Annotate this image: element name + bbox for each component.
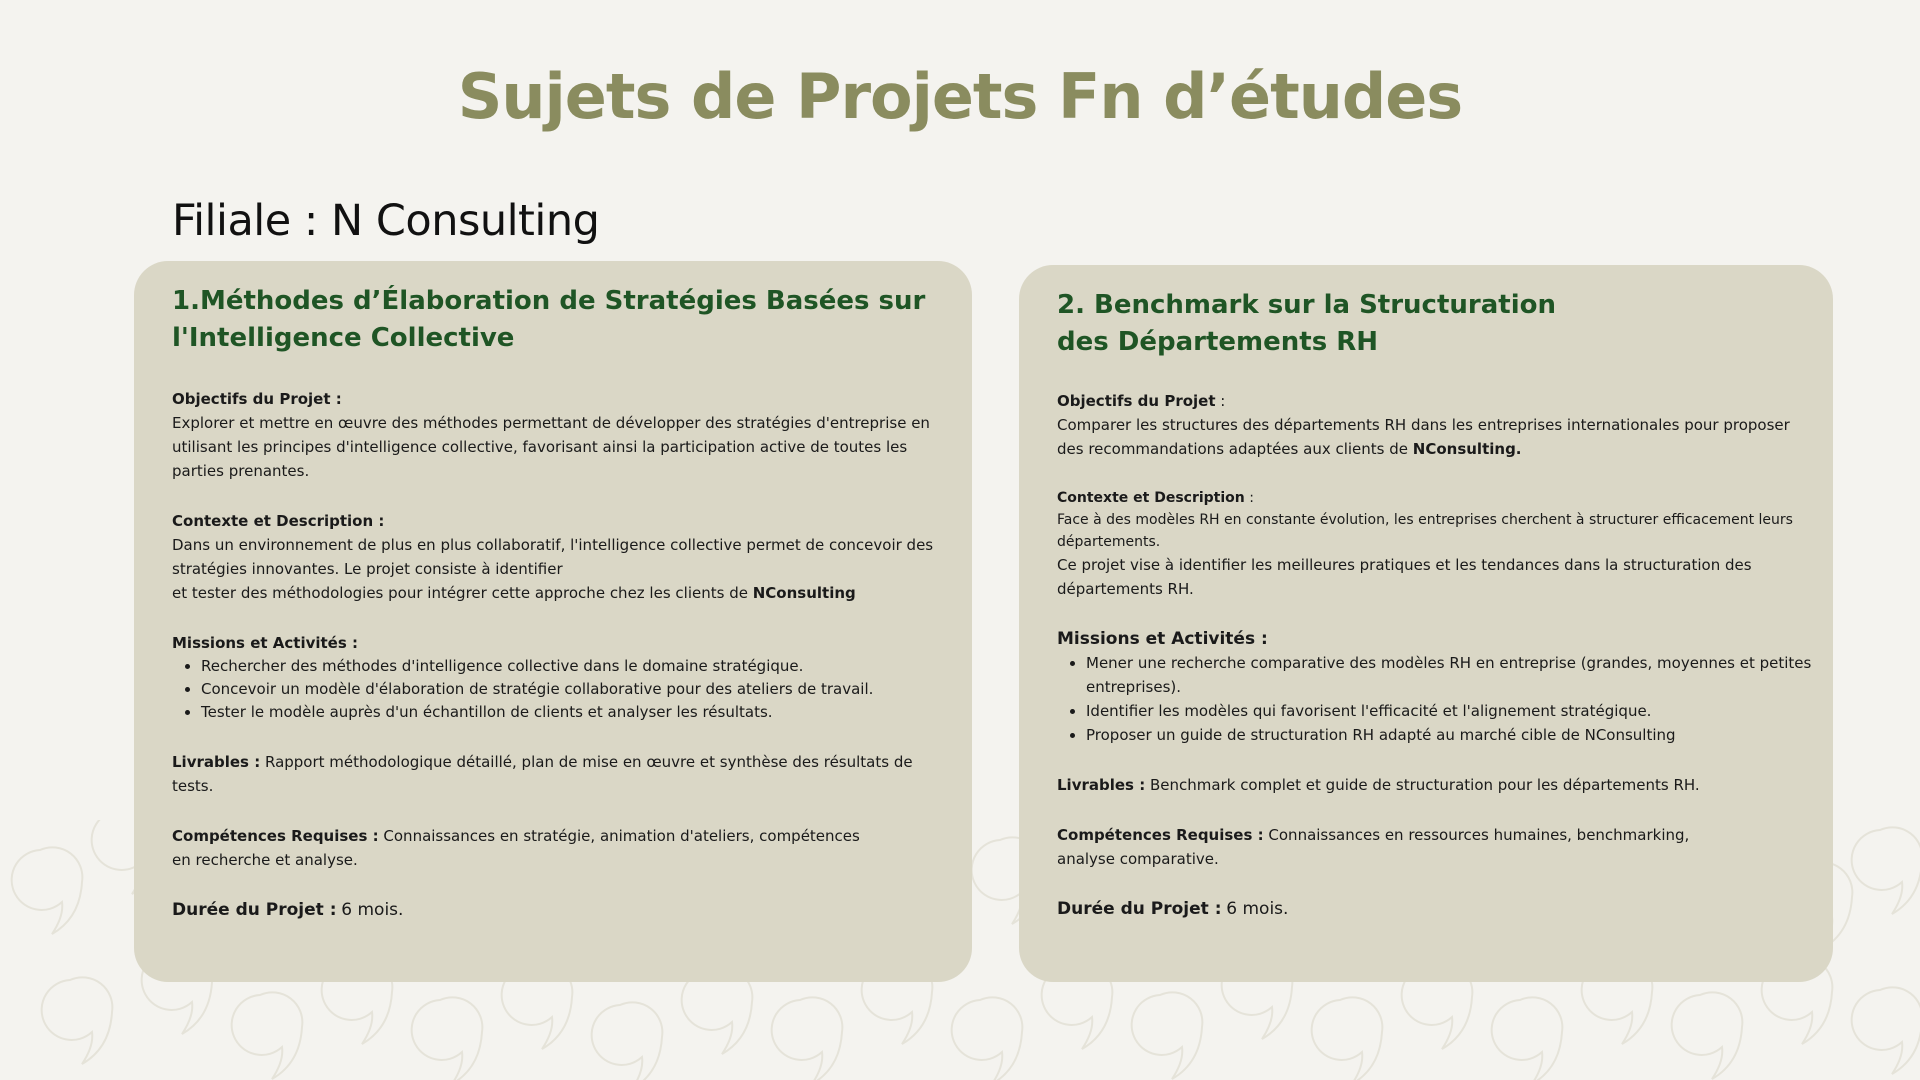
page-title: Sujets de Projets Fn d’études xyxy=(457,60,1463,133)
list-item: • Mener une recherche comparative des modèles RH en entreprise (grandes, moyennes et petites entreprises). xyxy=(1086,651,1819,699)
list-item: • Concevoir un modèle d'élaboration de stratégie collaborative pour des ateliers de travail. xyxy=(201,678,958,701)
skills-label: Compétences Requises : xyxy=(172,827,379,845)
context-small-text: Face à des modèles RH en constante évolution, les entreprises cherchent à structurer efficacement leurs départements. xyxy=(1057,512,1793,550)
duration-section xyxy=(172,898,958,922)
project-title-line: des Départements RH xyxy=(1057,327,1379,357)
skills-text-2: en recherche et analyse. xyxy=(172,851,358,869)
context-text: Dans un environnement de plus en plus collaboratif, l'intelligence collective permet de concevoir des stratégies innovantes. Le projet consiste à identifier xyxy=(172,536,934,578)
skills-section xyxy=(172,824,958,872)
objectives-section xyxy=(172,387,958,483)
project-title-line: 1.Méthodes d’Élaboration de Stratégies Basées sur xyxy=(172,286,926,316)
context-colon: : xyxy=(1244,490,1254,506)
deliverables-label: Livrables : xyxy=(172,753,261,771)
missions-list xyxy=(172,655,958,724)
objectives-section xyxy=(1057,389,1819,461)
objectives-heading xyxy=(1057,389,1819,413)
missions-section xyxy=(1057,627,1819,747)
objectives-label: Objectifs du Projet xyxy=(1057,392,1216,410)
context-text-2 xyxy=(172,581,958,605)
deliverables-text: Benchmark complet et guide de structuration pour les départements RH. xyxy=(1149,776,1700,794)
deliverables-text: Rapport méthodologique détaillé, plan de mise en œuvre et synthèse des résultats de tests. xyxy=(172,753,913,795)
project-card-2 xyxy=(1019,265,1833,982)
project-title-line: l'Intelligence Collective xyxy=(172,323,515,353)
project-title-line: 2. Benchmark sur la Structuration xyxy=(1057,290,1556,320)
skills-text: Connaissances en ressources humaines, benchmarking, xyxy=(1268,826,1690,844)
skills-section xyxy=(1057,823,1819,871)
deliverables-section xyxy=(1057,773,1819,797)
context-section xyxy=(1057,487,1819,601)
missions-list xyxy=(1057,651,1819,747)
deliverables-section xyxy=(172,750,958,798)
context-text-line: et tester des méthodologies pour intégrer cette approche chez les clients de xyxy=(172,584,748,602)
skills-label: Compétences Requises : xyxy=(1057,826,1264,844)
list-item: • Proposer un guide de structuration RH adapté au marché cible de NConsulting xyxy=(1086,723,1819,747)
project-card-1 xyxy=(134,261,972,982)
list-item: • Rechercher des méthodes d'intelligence collective dans le domaine stratégique. xyxy=(201,655,958,678)
context-text: Ce projet vise à identifier les meilleures pratiques et les tendances dans la structuration des départements RH. xyxy=(1057,556,1752,598)
project-title xyxy=(1057,287,1819,361)
duration-value: 6 mois. xyxy=(1226,899,1289,919)
objectives-label: Objectifs du Projet : xyxy=(172,390,342,408)
missions-label: Missions et Activités : xyxy=(172,634,358,652)
project-title xyxy=(172,283,958,357)
duration-value: 6 mois. xyxy=(341,900,404,920)
deliverables-label: Livrables : xyxy=(1057,776,1146,794)
objectives-colon: : xyxy=(1215,392,1226,410)
list-item: • Identifier les modèles qui favorisent l'efficacité et l'alignement stratégique. xyxy=(1086,699,1819,723)
subsidiary-heading: Filiale : N Consulting xyxy=(172,196,600,246)
duration-label: Durée du Projet : xyxy=(172,900,337,920)
skills-text-2: analyse comparative. xyxy=(1057,850,1219,868)
context-section xyxy=(172,509,958,605)
objectives-text xyxy=(1057,413,1819,461)
skills-text: Connaissances en stratégie, animation d'ateliers, compétences xyxy=(383,827,860,845)
context-heading xyxy=(1057,487,1819,509)
duration-label: Durée du Projet : xyxy=(1057,899,1222,919)
duration-section xyxy=(1057,897,1819,921)
context-label: Contexte et Description : xyxy=(172,512,385,530)
objectives-body: Comparer les structures des départements RH dans les entreprises internationales pour proposer des recommandations adaptées aux clients de xyxy=(1057,416,1790,458)
client-name: NConsulting. xyxy=(1412,440,1522,458)
client-name: NConsulting xyxy=(752,584,856,602)
missions-section xyxy=(172,631,958,724)
objectives-text: Explorer et mettre en œuvre des méthodes permettant de développer des stratégies d'entreprise en utilisant les principes d'intelligence collective, favorisant ainsi la participation active de toutes les parties prenantes. xyxy=(172,414,930,480)
list-item: • Tester le modèle auprès d'un échantillon de clients et analyser les résultats. xyxy=(201,701,958,724)
context-label: Contexte et Description xyxy=(1057,490,1245,506)
missions-label: Missions et Activités : xyxy=(1057,629,1268,649)
